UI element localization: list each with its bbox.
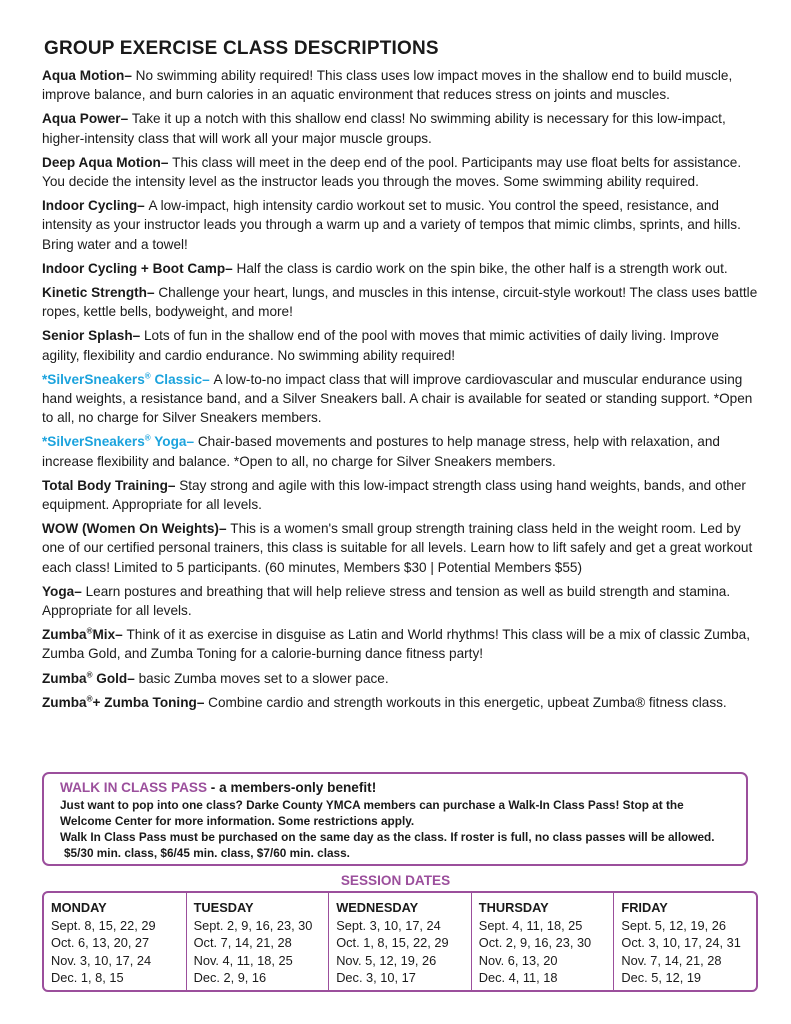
page-title: GROUP EXERCISE CLASS DESCRIPTIONS	[44, 38, 439, 59]
session-date-row: Nov. 5, 12, 19, 26	[336, 952, 437, 968]
class-entry	[42, 519, 758, 577]
class-name-suffix: Yoga	[150, 434, 187, 450]
class-description: No swimming ability required! This class uses low impact moves in the shallow end to build muscle, improve balance, and burn calories in an aquatic environment that reduces stress on joints and muscles.	[42, 68, 733, 103]
session-date-row: Nov. 3, 10, 17, 24	[51, 952, 152, 968]
walk-in-title	[60, 779, 746, 797]
class-name-text: Yoga	[42, 583, 75, 599]
class-name	[42, 478, 168, 493]
session-day-column	[613, 893, 756, 990]
session-date-row: Nov. 7, 14, 21, 28	[621, 952, 722, 968]
class-description: A low-impact, high intensity cardio workout set to music. You control the speed, resistance, and intensity as your instructor leads you through a warm up and a variety of tempos that mimic climbs, sprints, and hills. Bring water and a towel!	[42, 198, 741, 252]
session-date-row: Oct. 7, 14, 21, 28	[193, 935, 292, 950]
session-date-row: Nov. 4, 11, 18, 25	[193, 952, 293, 968]
separator: –	[137, 198, 149, 214]
separator: –	[115, 627, 127, 643]
class-descriptions	[42, 66, 758, 717]
class-name-text: Indoor Cycling + Boot Camp	[42, 260, 226, 276]
class-description: Stay strong and agile with this low-impact strength class using hand weights, bands, and other equipment. Appropriate for all levels.	[42, 477, 746, 513]
separator: –	[202, 371, 214, 387]
separator: –	[146, 285, 159, 301]
registered-mark: ®	[86, 626, 93, 636]
session-date-row: Sept. 8, 15, 22, 29	[51, 917, 156, 933]
class-entry	[42, 196, 758, 254]
separator: –	[225, 260, 237, 276]
session-date-row: Dec. 4, 11, 18	[478, 970, 558, 985]
class-name	[42, 434, 186, 449]
class-name	[42, 328, 133, 343]
separator: –	[74, 583, 86, 599]
session-date-row: Oct. 6, 13, 20, 27	[51, 935, 150, 950]
session-date-row: Sept. 5, 12, 19, 26	[621, 917, 726, 933]
separator: –	[167, 477, 180, 493]
session-date-row: Sept. 4, 11, 18, 25	[478, 917, 583, 933]
class-description: Half the class is cardio work on the spin bike, the other half is a strength work out.	[236, 260, 728, 276]
separator: –	[160, 154, 173, 170]
class-name-text: Zumba	[42, 670, 87, 686]
session-date-row: Oct. 1, 8, 15, 22, 29	[336, 935, 449, 950]
day-name: WEDNESDAY	[336, 900, 419, 915]
walk-in-subtitle: - a members-only benefit!	[207, 780, 377, 795]
registered-mark: ®	[86, 694, 93, 704]
class-entry	[42, 370, 758, 428]
class-name-text: Indoor Cycling	[42, 198, 138, 214]
class-name-text: Kinetic Strength	[42, 285, 147, 301]
class-name	[42, 198, 137, 213]
class-description: Combine cardio and strength workouts in this energetic, upbeat Zumba® fitness class.	[208, 694, 727, 710]
class-description: Lots of fun in the shallow end of the pool with moves that mimic activities of daily living. Improve agility, flexibility and cardio endurance. No swimming ability required!	[42, 328, 719, 363]
class-name-text: Senior Splash	[42, 328, 133, 344]
class-entry	[42, 625, 758, 663]
class-name	[42, 68, 124, 83]
class-name	[42, 521, 219, 536]
session-dates-title: SESSION DATES	[340, 873, 451, 888]
day-name: FRIDAY	[621, 900, 668, 915]
class-description: Chair-based movements and postures to help manage stress, help with relaxation, and increase flexibility and balance. *Open to all, no charge for Silver Sneakers members.	[42, 434, 720, 469]
day-name: TUESDAY	[193, 900, 254, 915]
class-name	[42, 695, 197, 710]
walk-in-pass-box	[42, 772, 748, 866]
class-description: This is a women's small group strength training class held in the weight room. Led by one of our certified personal trainers, this class is suitable for all levels. Learn how to lift safely and get a great workout each class! Limited to 5 participants. (60 minutes, Members $30 | Potential Members $55)	[42, 521, 753, 575]
separator: –	[218, 521, 231, 537]
class-entry	[42, 693, 758, 712]
class-name	[42, 372, 202, 387]
class-name-suffix: Gold	[92, 670, 128, 686]
registered-mark: ®	[86, 670, 93, 680]
class-entry	[42, 153, 758, 191]
class-name	[42, 285, 147, 300]
class-entry	[42, 259, 758, 278]
separator: –	[127, 670, 139, 686]
separator: –	[186, 434, 198, 450]
class-description: This class will meet in the deep end of the pool. Participants may use float belts for assistance. You decide the intensity level as the instructor leads you through the moves. Some swimming ability required.	[42, 154, 742, 190]
class-name-text: Deep Aqua Motion	[42, 154, 161, 170]
session-day-column	[44, 893, 186, 990]
session-date-row: Sept. 3, 10, 17, 24	[336, 917, 441, 933]
session-dates-table	[42, 891, 758, 992]
class-description: A low-to-no impact class that will improve cardiovascular and muscular endurance using hand weights, a resistance band, and a Silver Sneakers ball. A chair is available for seated or standing support. *Open to all, no charge for Silver Sneakers members.	[42, 371, 753, 426]
class-name-text: Zumba	[42, 694, 87, 710]
session-date-row: Dec. 5, 12, 19	[621, 970, 702, 985]
class-entry	[42, 283, 758, 321]
class-name-text: *SilverSneakers	[42, 434, 145, 450]
class-name	[42, 671, 127, 686]
class-name-text: Zumba	[42, 627, 87, 643]
class-name	[42, 155, 161, 170]
class-entry	[42, 432, 758, 470]
class-name-text: WOW (Women On Weights)	[42, 521, 219, 537]
class-name	[42, 584, 74, 599]
class-entry	[42, 582, 758, 620]
separator: –	[120, 111, 132, 127]
walk-in-prices: $5/30 min. class, $6/45 min. class, $7/60 min. class.	[64, 846, 350, 860]
class-description: Think of it as exercise in disguise as Latin and World rhythms! This class will be a mix of classic Zumba, Zumba Gold, and Zumba Toning for a calorie-burning dance fitness party!	[42, 627, 751, 662]
class-name-suffix: Classic	[150, 371, 203, 387]
session-day-column	[328, 893, 471, 990]
registered-mark: ®	[144, 371, 151, 381]
class-name	[42, 261, 225, 276]
session-date-row: Dec. 1, 8, 15	[51, 970, 124, 985]
separator: –	[124, 68, 136, 83]
class-description: Challenge your heart, lungs, and muscles in this intense, circuit-style workout! The class uses battle ropes, kettle bells, bodyweight, and more!	[42, 285, 758, 320]
day-name: THURSDAY	[478, 900, 549, 915]
separator: –	[132, 328, 144, 344]
registered-mark: ®	[144, 433, 151, 443]
class-name-suffix: + Zumba Toning	[92, 694, 197, 710]
class-name-text: Aqua Motion	[42, 68, 125, 83]
class-name-text: Total Body Training	[42, 477, 168, 493]
class-name	[42, 627, 115, 642]
session-date-row: Oct. 3, 10, 17, 24, 31	[621, 935, 741, 950]
class-description: Learn postures and breathing that will help relieve stress and tension as well as build strength and stamina. Appropriate for all levels.	[42, 583, 731, 619]
class-entry	[42, 66, 758, 104]
class-description: basic Zumba moves set to a slower pace.	[138, 670, 389, 686]
class-entry	[42, 109, 758, 147]
walk-in-line-3: Walk In Class Pass must be purchased on the same day as the class. If roster is full, no class passes will be allowed.	[60, 830, 715, 844]
session-day-column	[471, 893, 614, 990]
class-name-text: Aqua Power	[42, 111, 121, 127]
class-name-text: *SilverSneakers	[42, 371, 145, 387]
day-name: MONDAY	[51, 900, 107, 915]
session-date-row: Sept. 2, 9, 16, 23, 30	[193, 917, 313, 933]
class-entry	[42, 326, 758, 364]
session-date-row: Nov. 6, 13, 20	[478, 952, 558, 968]
walk-in-line-1: Just want to pop into one class? Darke County YMCA members can purchase a Walk-In Class Pass! Stop at the	[60, 798, 684, 812]
class-entry	[42, 476, 758, 514]
session-date-row: Dec. 3, 10, 17	[336, 970, 416, 985]
walk-in-title-highlight: WALK IN CLASS PASS	[60, 780, 208, 795]
separator: –	[196, 694, 209, 710]
walk-in-line-2: Welcome Center for more information. Some restrictions apply.	[60, 814, 415, 828]
class-name-suffix: Mix	[92, 627, 116, 643]
session-day-column	[186, 893, 329, 990]
class-entry	[42, 669, 758, 688]
session-date-row: Dec. 2, 9, 16	[193, 970, 267, 985]
session-date-row: Oct. 2, 9, 16, 23, 30	[478, 935, 592, 950]
class-description: Take it up a notch with this shallow end class! No swimming ability is necessary for this low-impact, higher-intensity class that will work all your major muscle groups.	[42, 111, 726, 146]
class-name	[42, 111, 121, 126]
